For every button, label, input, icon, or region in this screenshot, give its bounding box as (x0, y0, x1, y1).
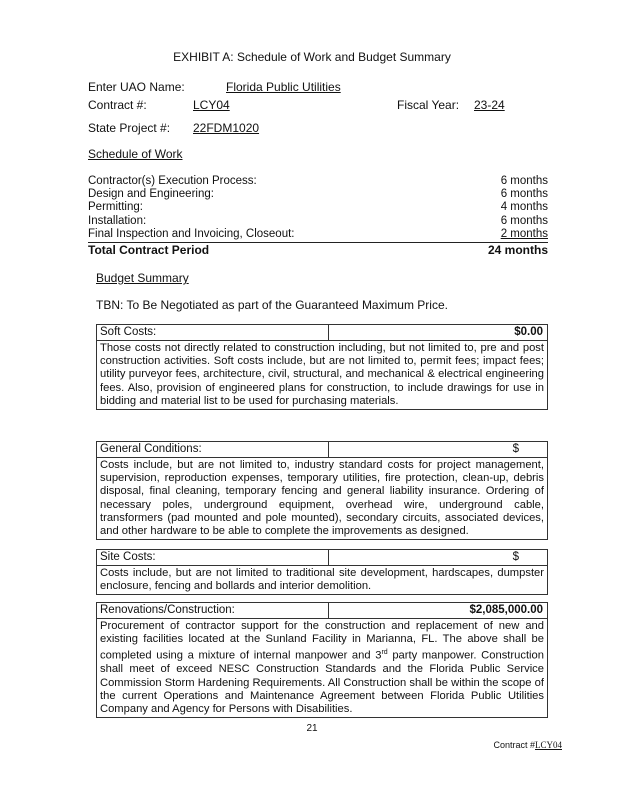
schedule-row (88, 228, 548, 241)
page-number: 21 (306, 723, 318, 734)
budget-box-header (97, 325, 547, 341)
budget-item-description: Costs include, but are not limited to traditional site development, hardscapes, dumpster enclosure, fencing and bollards and interior demolition. (100, 567, 544, 593)
budget-heading: Budget Summary (96, 271, 189, 285)
budget-item-name: General Conditions: (97, 442, 329, 457)
contract-label: Contract #: (88, 98, 147, 112)
schedule-duration: 6 months (500, 188, 548, 201)
page-title: EXHIBIT A: Schedule of Work and Budget Summary (173, 50, 451, 64)
budget-item-amount: $2,085,000.00 (469, 604, 543, 616)
budget-item-description: Costs include, but are not limited to, industry standard costs for project management, supervision, reproduction expenses, temporary utilities, fire protection, clean-up, debris disposal, final cleaning, temporary fencing and general liability insurance. Ordering of necessary poles, underground equipment, overhead wire, underground cable, transformers (pad mounted and pole mounted), secondary circuits, associated devices, and other hardware to be able to complete the improvements as designed. (100, 459, 544, 538)
budget-item-amount: $ (512, 443, 519, 455)
description-part: party manpower. Construction shall meet of exceed NESC Construction Standards and the Florida Public Service Commission Storm Hardening Requirements. All Construction shall be within the scope of the current Operations and Maintenance Agreement between Florida Public Utilities Company and Agency for Persons with Disabilities. (100, 650, 544, 715)
footer-prefix: Contract # (493, 740, 535, 750)
budget-item-name: Soft Costs: (97, 325, 329, 340)
schedule-row (88, 215, 548, 228)
schedule-task: Contractor(s) Execution Process: (88, 175, 257, 187)
budget-box-site-costs (96, 549, 548, 595)
budget-item-description: Those costs not directly related to construction including, but not limited to, pre and post construction activities. Soft costs include, but are not limited to, permit fees; impact fees; utility purveyor fees, architecture, civil, structural, and mechanical & electrical engineering fees. Also, provision of engineered plans for construction, to include drawings for use in bidding and material list to be used for purchasing materials. (100, 342, 544, 407)
budget-item-name: Site Costs: (97, 550, 329, 565)
tbn-note: TBN: To Be Negotiated as part of the Guaranteed Maximum Price. (96, 298, 448, 312)
uao-label: Enter UAO Name: (88, 80, 185, 94)
budget-box-general-conditions (96, 441, 548, 540)
description-part: Procurement of contractor support for the construction and replacement of new and existing facilities located at the Sunland Facility in Marianna, FL. The above shall be completed using a mixture of internal manpower and 3 (100, 620, 544, 663)
schedule-duration: 2 months (500, 227, 548, 240)
budget-item-amount: $0.00 (514, 326, 543, 338)
budget-box-soft-costs (96, 324, 548, 410)
total-contract-period-value: 24 months (487, 242, 548, 257)
total-contract-period-label: Total Contract Period (88, 242, 210, 257)
budget-box-header (97, 550, 547, 566)
budget-item-description (97, 619, 547, 717)
schedule-duration: 4 months (500, 201, 548, 214)
state-project-label: State Project #: (88, 121, 171, 135)
schedule-task: Installation: (88, 214, 147, 227)
footer-contract-number: LCY04 (535, 740, 562, 750)
schedule-total-row (88, 243, 548, 258)
schedule-row (88, 188, 548, 201)
fiscal-year-value: 23-24 (474, 98, 505, 112)
budget-item-name: Renovations/Construction: (97, 603, 329, 618)
footer-contract (493, 740, 562, 750)
schedule-row (88, 201, 548, 214)
schedule-task: Design and Engineering: (88, 188, 214, 201)
contract-value: LCY04 (193, 98, 230, 112)
schedule-row (88, 175, 548, 188)
budget-box-renovations (96, 602, 548, 718)
schedule-table (88, 175, 548, 258)
ordinal-suffix: rd (381, 649, 388, 657)
budget-item-amount: $ (512, 551, 519, 563)
budget-box-header (97, 603, 547, 619)
schedule-task: Permitting: (88, 201, 143, 214)
state-project-value: 22FDM1020 (193, 121, 260, 135)
budget-box-header (97, 442, 547, 458)
uao-value: Florida Public Utilities (226, 80, 341, 94)
schedule-task: Final Inspection and Invoicing, Closeout: (88, 227, 295, 240)
schedule-heading: Schedule of Work (88, 147, 183, 161)
schedule-duration: 6 months (500, 214, 548, 227)
fiscal-year-label: Fiscal Year: (397, 98, 460, 112)
schedule-duration: 6 months (500, 175, 548, 187)
